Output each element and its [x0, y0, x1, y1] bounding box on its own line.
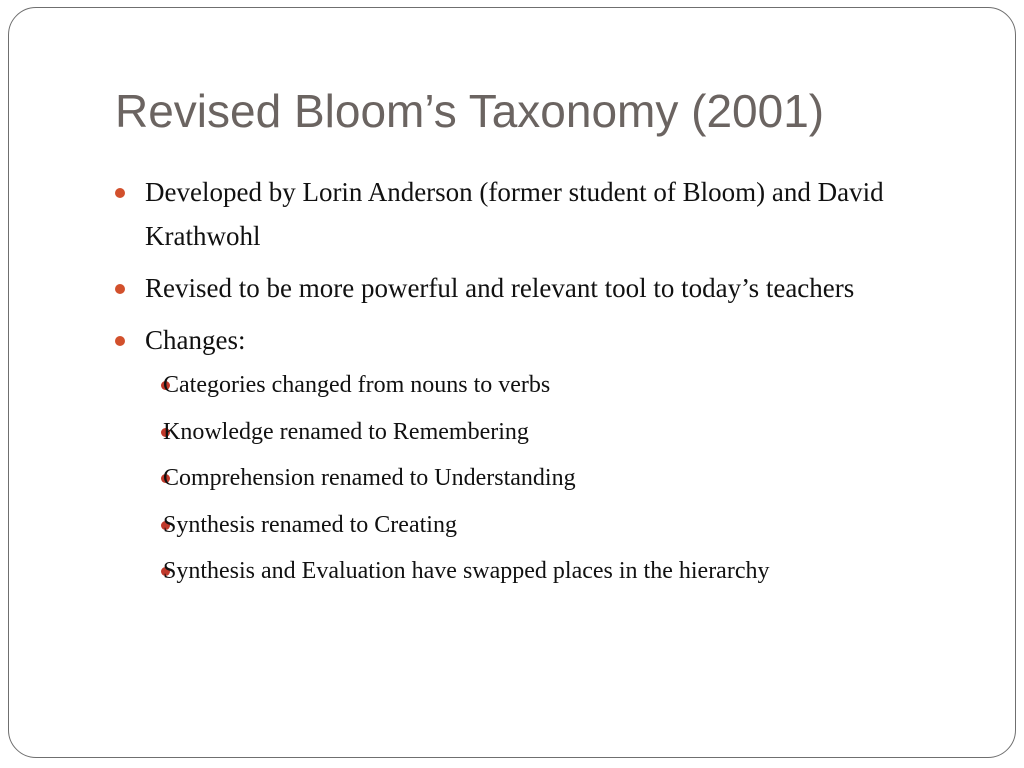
sub-bullet-item	[147, 548, 945, 595]
bullet-dot-icon	[115, 336, 125, 346]
bullet-text: Changes:	[145, 325, 246, 355]
bullet-list	[115, 170, 945, 595]
bullet-text: Revised to be more powerful and relevant tool to today’s teachers	[145, 273, 855, 303]
bullet-item-developed-by	[115, 170, 945, 258]
slide-title: Revised Bloom’s Taxonomy (2001)	[115, 85, 825, 137]
bullet-dot-icon	[115, 284, 125, 294]
slide-frame	[8, 7, 1016, 758]
sub-bullet-list	[115, 362, 945, 595]
bullet-text: Developed by Lorin Anderson (former student of Bloom) and David Krathwohl	[145, 177, 884, 251]
sub-bullet-text: Categories changed from nouns to verbs	[163, 372, 551, 398]
sub-bullet-item	[147, 409, 945, 456]
sub-bullet-item	[147, 502, 945, 549]
bullet-dot-icon	[115, 188, 125, 198]
sub-bullet-container	[115, 362, 945, 595]
sub-bullet-item	[147, 362, 945, 409]
sub-bullet-item	[147, 455, 945, 502]
sub-bullet-text: Comprehension renamed to Understanding	[163, 465, 576, 491]
bullet-item-revised	[115, 266, 945, 310]
sub-bullet-text: Knowledge renamed to Remembering	[163, 418, 529, 445]
bullet-item-changes	[115, 318, 945, 362]
sub-bullet-text: Synthesis renamed to Creating	[163, 511, 457, 538]
sub-bullet-text: Synthesis and Evaluation have swapped places in the hierarchy	[163, 558, 770, 584]
